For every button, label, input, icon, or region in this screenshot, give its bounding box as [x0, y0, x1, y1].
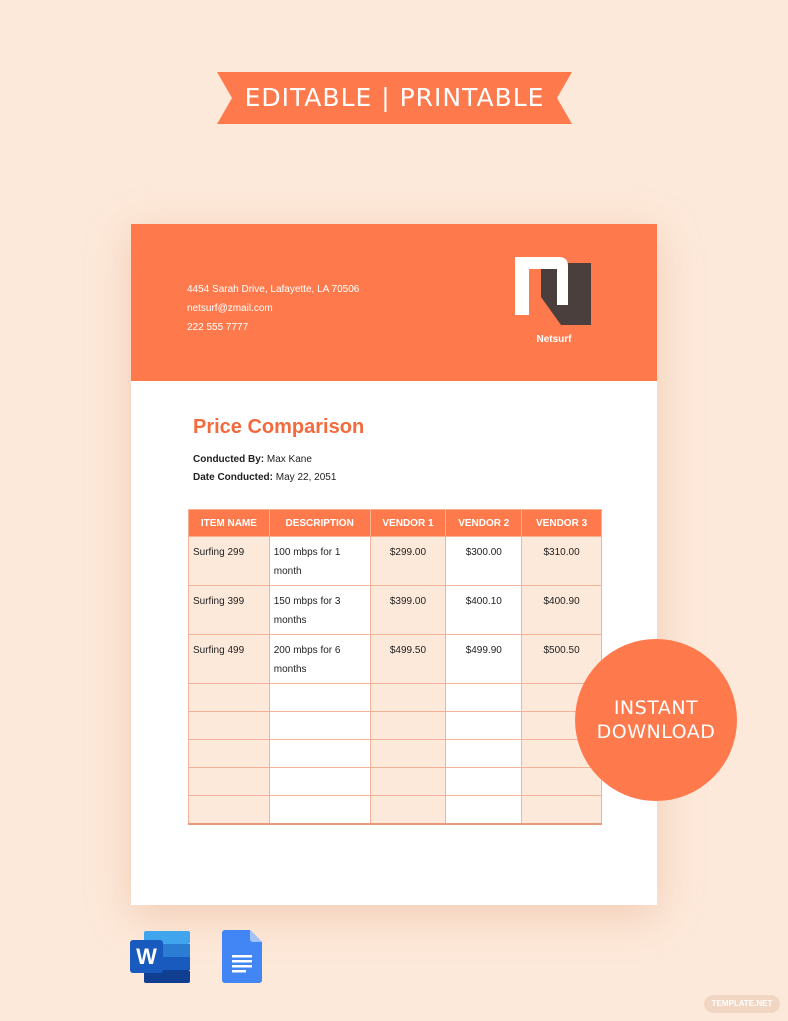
- empty-table-row: [189, 796, 602, 824]
- vendor-3-cell: $310.00: [522, 537, 602, 586]
- banner-text: EDITABLE | PRINTABLE: [244, 83, 545, 112]
- table-row: [189, 635, 602, 684]
- empty-table-row: [189, 740, 602, 768]
- company-name: Netsurf: [536, 334, 572, 345]
- conducted-by-line: [193, 454, 312, 465]
- document-header: [131, 224, 657, 381]
- banner-ribbon: [217, 72, 572, 124]
- vendor-3-cell: $500.50: [522, 635, 602, 684]
- vendor-2-cell: $499.90: [446, 635, 522, 684]
- document-title: Price Comparison: [193, 416, 365, 438]
- svg-text:W: W: [136, 944, 157, 969]
- column-header: ITEM NAME: [189, 510, 270, 537]
- google-docs-icon: [222, 930, 262, 983]
- date-conducted-label: Date Conducted:: [193, 472, 273, 483]
- item-name-cell: Surfing 499: [189, 635, 270, 684]
- conducted-by-label: Conducted By:: [193, 454, 265, 465]
- document-page: [131, 224, 657, 905]
- date-conducted-value: May 22, 2051: [275, 472, 337, 483]
- empty-table-row: [189, 712, 602, 740]
- vendor-2-cell: $400.10: [446, 586, 522, 635]
- email-text: netsurf@zmail.com: [187, 303, 273, 314]
- conducted-by-value: Max Kane: [266, 454, 312, 465]
- date-conducted-line: [193, 472, 336, 483]
- empty-table-row: [189, 768, 602, 796]
- table-row: [189, 537, 602, 586]
- description-cell: 150 mbps for 3 months: [269, 586, 370, 635]
- price-comparison-table: [188, 509, 602, 825]
- phone-text: 222 555 7777: [187, 322, 249, 333]
- vendor-2-cell: $300.00: [446, 537, 522, 586]
- badge-line-1: INSTANT: [613, 697, 699, 719]
- netsurf-logo-icon: [513, 255, 595, 330]
- column-header: VENDOR 3: [522, 510, 602, 537]
- contact-block: [187, 280, 359, 337]
- column-header: VENDOR 1: [370, 510, 446, 537]
- column-header: DESCRIPTION: [269, 510, 370, 537]
- description-cell: 200 mbps for 6 months: [269, 635, 370, 684]
- empty-table-row: [189, 684, 602, 712]
- word-icon: [130, 931, 190, 983]
- vendor-1-cell: $399.00: [370, 586, 446, 635]
- description-cell: 100 mbps for 1 month: [269, 537, 370, 586]
- table-row: [189, 586, 602, 635]
- badge-line-2: DOWNLOAD: [596, 721, 716, 743]
- instant-download-badge: [575, 639, 737, 801]
- column-header: VENDOR 2: [446, 510, 522, 537]
- template-net-watermark: TEMPLATE.NET: [704, 995, 780, 1013]
- item-name-cell: Surfing 399: [189, 586, 270, 635]
- table-header-row: [189, 510, 602, 537]
- vendor-3-cell: $400.90: [522, 586, 602, 635]
- item-name-cell: Surfing 299: [189, 537, 270, 586]
- address-text: 4454 Sarah Drive, Lafayette, LA 70506: [187, 284, 360, 295]
- vendor-1-cell: $499.50: [370, 635, 446, 684]
- vendor-1-cell: $299.00: [370, 537, 446, 586]
